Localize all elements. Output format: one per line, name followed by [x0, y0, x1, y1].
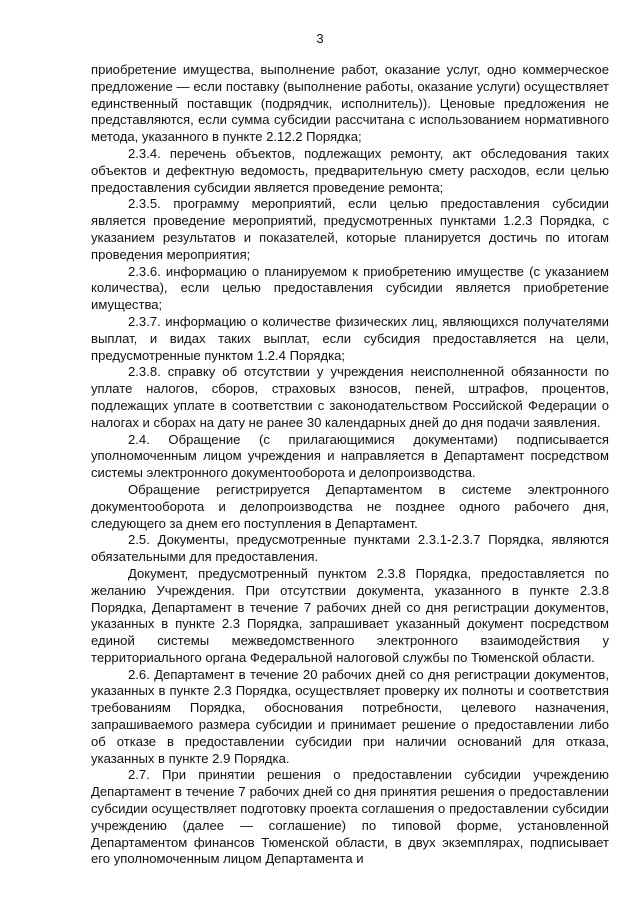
- paragraph-2-3-6: 2.3.6. информацию о планируемом к приобретению имуществе (с указанием количества), если целью предоставления субсидии является приобретение имущества;: [91, 263, 609, 313]
- paragraph-2-7: 2.7. При принятии решения о предоставлении субсидии учреждению Департамент в течение 7 рабочих дней со дня принятия решения о предоставлении субсидии осуществляет подготовку проекта соглашения о предоставлении субсидии учреждению (далее — соглашение) по типовой форме, установленной Департаментом финансов Тюменской области, в двух экземплярах, подписывает его уполномоченным лицом Департамента и: [91, 767, 609, 867]
- paragraph-2-5: 2.5. Документы, предусмотренные пунктами 2.3.1-2.3.7 Порядка, являются обязательными для предоставления.: [91, 532, 609, 565]
- paragraph-continuation: приобретение имущества, выполнение работ, оказание услуг, одно коммерческое предложение — если поставку (выполнение работы, оказание услуги) осуществляет единственный поставщик (подрядчик, исполнитель)). Ценовые предложения не представляются, если сумма субсидии рассчитана с использованием нормативного метода, указанного в пункте 2.12.2 Порядка;: [91, 62, 609, 145]
- paragraph-2-3-8: 2.3.8. справку об отсутствии у учреждения неисполненной обязанности по уплате налогов, сборов, страховых взносов, пеней, штрафов, процентов, подлежащих уплате в соответствии с законодательством Российской Федерации о налогах и сборах на дату не ранее 30 календарных дней до дня подачи заявления.: [91, 364, 609, 430]
- page-number: 3: [316, 31, 324, 46]
- paragraph-2-6: 2.6. Департамент в течение 20 рабочих дней со дня регистрации документов, указанных в пункте 2.3 Порядка, осуществляет проверку их полноты и соответствия требованиям Порядка, обоснования потребности, целевого назначения, запрашиваемого размера субсидии и принимает решение о предоставлении либо об отказе в предоставлении субсидии при наличии оснований для отказа, указанных в пункте 2.9 Порядка.: [91, 666, 609, 766]
- paragraph-2-5-document: Документ, предусмотренный пунктом 2.3.8 Порядка, предоставляется по желанию Учреждения. При отсутствии документа, указанного в пункте 2.3.8 Порядка, Департамент в течение 7 рабочих дней со дня регистрации документов, указанных в пункте 2.3 Порядка, запрашивает указанный документ посредством единой системы межведомственного электронного взаимодействия у территориального органа Федеральной налоговой службы по Тюменской области.: [91, 565, 609, 665]
- paragraph-2-3-7: 2.3.7. информацию о количестве физических лиц, являющихся получателями выплат, и видах таких выплат, если субсидия предоставляется на цели, предусмотренные пунктом 1.2.4 Порядка;: [91, 313, 609, 363]
- paragraph-2-4-registration: Обращение регистрируется Департаментом в системе электронного документооборота и делопроизводства не позднее одного рабочего дня, следующего за днем его поступления в Департамент.: [91, 481, 609, 531]
- document-body: [91, 62, 609, 868]
- paragraph-2-4: 2.4. Обращение (с прилагающимися документами) подписывается уполномоченным лицом учреждения и направляется в Департамент посредством системы электронного документооборота и делопроизводства.: [91, 431, 609, 481]
- paragraph-2-3-4: 2.3.4. перечень объектов, подлежащих ремонту, акт обследования таких объектов и дефектную ведомость, предварительную смету расходов, если целью предоставления субсидии является проведение ремонта;: [91, 145, 609, 195]
- paragraph-2-3-5: 2.3.5. программу мероприятий, если целью предоставления субсидии является проведение мероприятий, предусмотренных пунктами 1.2.3 Порядка, с указанием результатов и показателей, которые планируется достичь по итогам проведения мероприятия;: [91, 196, 609, 262]
